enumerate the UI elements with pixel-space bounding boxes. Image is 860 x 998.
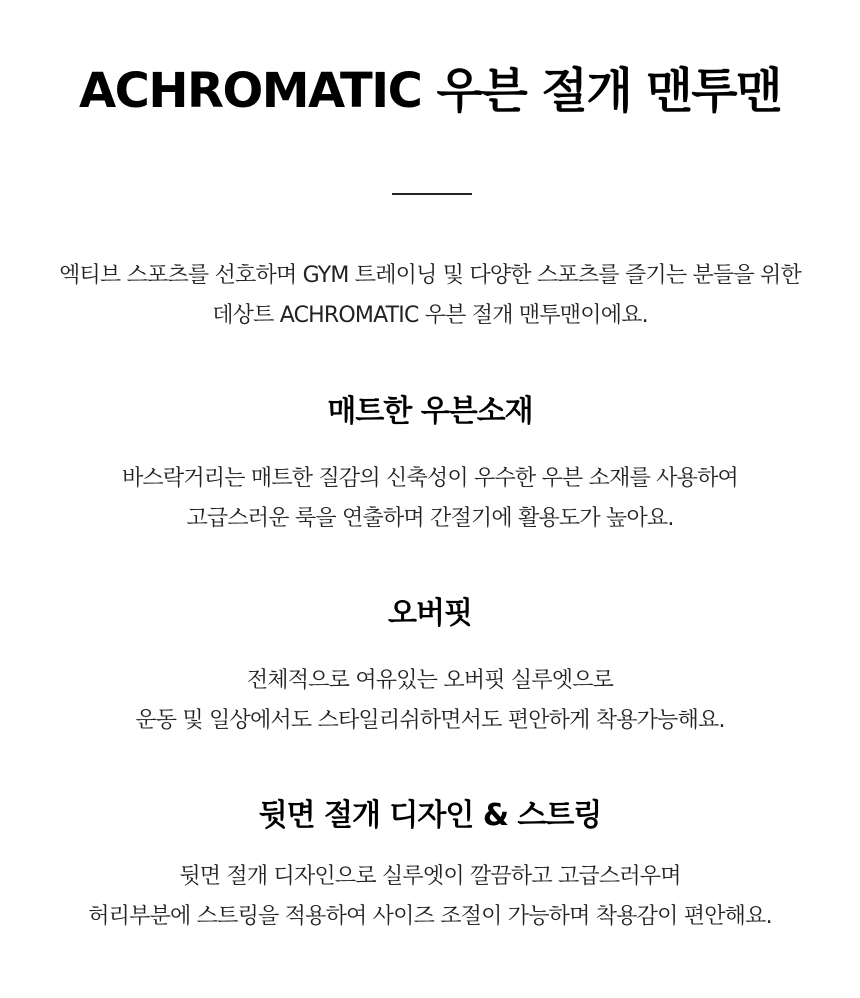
section-heading-woven-material: 매트한 우븐소재 [327, 394, 533, 429]
section-line: 운동 및 일상에서도 스타일리쉬하면서도 편안하게 착용가능해요. [135, 708, 725, 733]
intro-line: 데상트 ACHROMATIC 우븐 절개 맨투맨이에요. [212, 303, 648, 328]
section-text-overfit [0, 661, 860, 741]
section-text-woven-material [0, 459, 860, 539]
section-line: 고급스러운 룩을 연출하며 간절기에 활용도가 높아요. [186, 506, 674, 531]
intro-line: 엑티브 스포츠를 선호하며 GYM 트레이닝 및 다양한 스포츠를 즐기는 분들을 위한 [59, 263, 801, 288]
section-text-back-design [0, 857, 860, 937]
section-line: 전체적으로 여유있는 오버핏 실루엣으로 [246, 668, 614, 693]
intro-paragraph [0, 256, 860, 336]
section-heading-back-design: 뒷면 절개 디자인 & 스트링 [258, 798, 602, 833]
section-line: 바스락거리는 매트한 질감의 신축성이 우수한 우븐 소재를 사용하여 [121, 466, 738, 491]
section-heading-overfit: 오버핏 [388, 596, 472, 631]
section-line: 허리부분에 스트링을 적용하여 사이즈 조절이 가능하며 착용감이 편안해요. [88, 904, 772, 929]
product-title: ACHROMATIC 우븐 절개 맨투맨 [78, 63, 782, 119]
section-line: 뒷면 절개 디자인으로 실루엣이 깔끔하고 고급스러우며 [179, 864, 681, 889]
title-divider [392, 193, 472, 195]
